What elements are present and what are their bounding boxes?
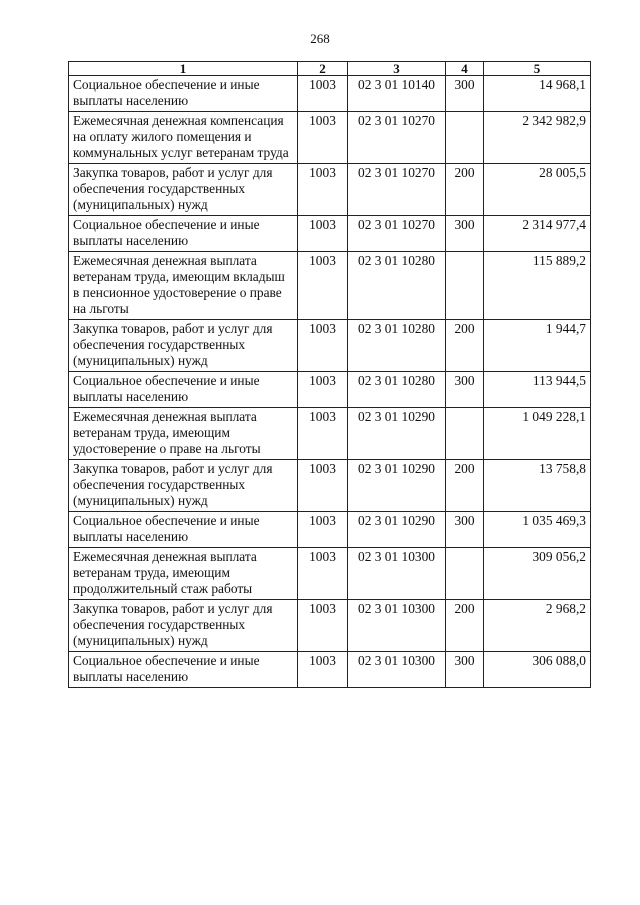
cell-article: 02 3 01 10270	[348, 216, 446, 252]
table-row	[69, 372, 591, 408]
table-row	[69, 600, 591, 652]
budget-table	[68, 61, 591, 688]
cell-section: 1003	[298, 164, 348, 216]
cell-name: Закупка товаров, работ и услуг для обеспечения государственных (муниципальных) нужд	[69, 600, 298, 652]
cell-section: 1003	[298, 112, 348, 164]
cell-name: Социальное обеспечение и иные выплаты населению	[69, 76, 298, 112]
cell-section: 1003	[298, 408, 348, 460]
cell-article: 02 3 01 10290	[348, 460, 446, 512]
table-row	[69, 408, 591, 460]
cell-article: 02 3 01 10290	[348, 408, 446, 460]
table-body	[69, 76, 591, 688]
cell-section: 1003	[298, 600, 348, 652]
cell-name: Социальное обеспечение и иные выплаты населению	[69, 216, 298, 252]
cell-expense-type: 300	[446, 216, 484, 252]
cell-article: 02 3 01 10140	[348, 76, 446, 112]
cell-article: 02 3 01 10270	[348, 112, 446, 164]
cell-expense-type	[446, 548, 484, 600]
cell-amount: 115 889,2	[484, 252, 591, 320]
cell-name: Социальное обеспечение и иные выплаты населению	[69, 652, 298, 688]
cell-amount: 2 342 982,9	[484, 112, 591, 164]
cell-amount: 13 758,8	[484, 460, 591, 512]
table-row	[69, 652, 591, 688]
cell-expense-type: 300	[446, 512, 484, 548]
cell-expense-type: 200	[446, 164, 484, 216]
cell-expense-type: 200	[446, 460, 484, 512]
table-row	[69, 112, 591, 164]
table-row	[69, 164, 591, 216]
cell-amount: 1 049 228,1	[484, 408, 591, 460]
cell-article: 02 3 01 10290	[348, 512, 446, 548]
cell-article: 02 3 01 10300	[348, 652, 446, 688]
table-row	[69, 76, 591, 112]
cell-name: Ежемесячная денежная выплата ветеранам труда, имеющим вкладыш в пенсионное удостоверение о праве на льготы	[69, 252, 298, 320]
cell-amount: 1 035 469,3	[484, 512, 591, 548]
column-header-3: 3	[348, 62, 446, 76]
cell-name: Социальное обеспечение и иные выплаты населению	[69, 512, 298, 548]
cell-article: 02 3 01 10270	[348, 164, 446, 216]
cell-expense-type: 200	[446, 320, 484, 372]
table-header-row	[69, 62, 591, 76]
cell-section: 1003	[298, 252, 348, 320]
cell-name: Ежемесячная денежная выплата ветеранам труда, имеющим удостоверение о праве на льготы	[69, 408, 298, 460]
cell-expense-type	[446, 112, 484, 164]
cell-expense-type: 300	[446, 76, 484, 112]
cell-expense-type: 300	[446, 652, 484, 688]
cell-amount: 309 056,2	[484, 548, 591, 600]
cell-section: 1003	[298, 548, 348, 600]
cell-name: Ежемесячная денежная компенсация на оплату жилого помещения и коммунальных услуг ветеранам труда	[69, 112, 298, 164]
cell-section: 1003	[298, 320, 348, 372]
cell-expense-type	[446, 408, 484, 460]
cell-section: 1003	[298, 652, 348, 688]
cell-amount: 2 314 977,4	[484, 216, 591, 252]
column-header-1: 1	[69, 62, 298, 76]
cell-article: 02 3 01 10300	[348, 548, 446, 600]
cell-name: Закупка товаров, работ и услуг для обеспечения государственных (муниципальных) нужд	[69, 460, 298, 512]
page-number: 268	[310, 31, 330, 46]
cell-expense-type: 300	[446, 372, 484, 408]
cell-section: 1003	[298, 216, 348, 252]
cell-amount: 113 944,5	[484, 372, 591, 408]
table-row	[69, 548, 591, 600]
cell-name: Закупка товаров, работ и услуг для обеспечения государственных (муниципальных) нужд	[69, 320, 298, 372]
cell-article: 02 3 01 10280	[348, 320, 446, 372]
column-header-2: 2	[298, 62, 348, 76]
cell-article: 02 3 01 10300	[348, 600, 446, 652]
cell-name: Закупка товаров, работ и услуг для обеспечения государственных (муниципальных) нужд	[69, 164, 298, 216]
cell-section: 1003	[298, 372, 348, 408]
cell-amount: 1 944,7	[484, 320, 591, 372]
table-row	[69, 512, 591, 548]
cell-expense-type: 200	[446, 600, 484, 652]
table-row	[69, 320, 591, 372]
cell-name: Ежемесячная денежная выплата ветеранам труда, имеющим продолжительный стаж работы	[69, 548, 298, 600]
cell-amount: 306 088,0	[484, 652, 591, 688]
cell-name: Социальное обеспечение и иные выплаты населению	[69, 372, 298, 408]
cell-section: 1003	[298, 460, 348, 512]
table-row	[69, 460, 591, 512]
column-header-5: 5	[484, 62, 591, 76]
cell-article: 02 3 01 10280	[348, 372, 446, 408]
cell-amount: 2 968,2	[484, 600, 591, 652]
cell-expense-type	[446, 252, 484, 320]
column-header-4: 4	[446, 62, 484, 76]
cell-article: 02 3 01 10280	[348, 252, 446, 320]
cell-amount: 14 968,1	[484, 76, 591, 112]
table-row	[69, 216, 591, 252]
cell-section: 1003	[298, 512, 348, 548]
cell-section: 1003	[298, 76, 348, 112]
cell-amount: 28 005,5	[484, 164, 591, 216]
table-row	[69, 252, 591, 320]
